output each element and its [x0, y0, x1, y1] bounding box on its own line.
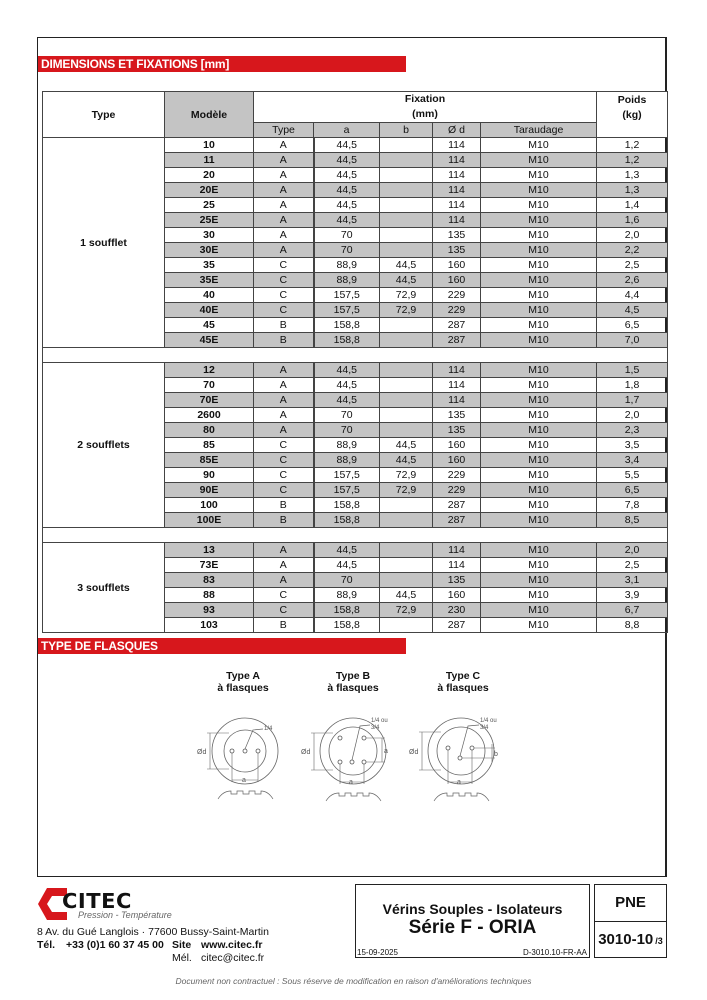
cell-a: 88,9	[314, 258, 380, 273]
cell-modele: 70	[165, 378, 254, 393]
cell-type: A	[254, 213, 314, 228]
diagram-b-title: Type B	[335, 670, 371, 682]
cell-modele: 90E	[165, 483, 254, 498]
cell-b	[380, 183, 433, 198]
cell-b: 44,5	[380, 273, 433, 288]
cell-b	[380, 393, 433, 408]
cell-d: 135	[433, 423, 481, 438]
cell-poids: 1,2	[597, 138, 668, 153]
cell-taraudage: M10	[481, 138, 597, 153]
page-number	[595, 922, 666, 959]
cell-modele: 100E	[165, 513, 254, 528]
cell-b	[380, 408, 433, 423]
cell-type: C	[254, 273, 314, 288]
cell-a: 157,5	[314, 288, 380, 303]
cell-d: 229	[433, 303, 481, 318]
header-poids	[597, 92, 668, 138]
cell-type: A	[254, 558, 314, 573]
cell-poids: 8,5	[597, 513, 668, 528]
mail-label: Mél.	[172, 952, 192, 964]
cell-d: 114	[433, 558, 481, 573]
cell-d: 114	[433, 378, 481, 393]
cell-taraudage: M10	[481, 438, 597, 453]
header-poids-unit: (kg)	[622, 109, 642, 121]
cell-poids: 1,3	[597, 168, 668, 183]
cell-type: B	[254, 318, 314, 333]
cell-b	[380, 498, 433, 513]
cell-b	[380, 573, 433, 588]
cell-type: A	[254, 393, 314, 408]
cell-poids: 1,4	[597, 198, 668, 213]
document-reference: D-3010.10-FR-AA	[522, 948, 587, 957]
cell-d: 230	[433, 603, 481, 618]
cell-type: C	[254, 468, 314, 483]
cell-modele: 80	[165, 423, 254, 438]
cell-a: 44,5	[314, 183, 380, 198]
flange-a-drawing-icon	[183, 696, 303, 806]
cell-b: 44,5	[380, 258, 433, 273]
label-diameter: Ød	[409, 749, 419, 756]
cell-type: A	[254, 408, 314, 423]
cell-a: 157,5	[314, 483, 380, 498]
cell-d: 229	[433, 483, 481, 498]
cell-d: 160	[433, 273, 481, 288]
page-suffix: /3	[655, 936, 663, 946]
cell-poids: 2,5	[597, 558, 668, 573]
cell-taraudage: M10	[481, 318, 597, 333]
cell-d: 160	[433, 588, 481, 603]
cell-poids: 2,2	[597, 243, 668, 258]
cell-modele: 45E	[165, 333, 254, 348]
cell-modele: 20E	[165, 183, 254, 198]
cell-type: B	[254, 513, 314, 528]
cell-taraudage: M10	[481, 213, 597, 228]
cell-modele: 45	[165, 318, 254, 333]
cell-taraudage: M10	[481, 273, 597, 288]
cell-taraudage: M10	[481, 378, 597, 393]
diagram-a-title: Type A	[226, 670, 260, 682]
page-ref-box	[594, 884, 667, 958]
cell-b: 44,5	[380, 588, 433, 603]
cell-taraudage: M10	[481, 258, 597, 273]
section-title-dimensions: DIMENSIONS ET FIXATIONS [mm]	[38, 56, 406, 72]
cell-taraudage: M10	[481, 453, 597, 468]
label-hole-1: 1/4 ou	[480, 718, 497, 724]
cell-a: 44,5	[314, 378, 380, 393]
cell-d: 229	[433, 288, 481, 303]
cell-a: 158,8	[314, 603, 380, 618]
group-spacer	[43, 528, 668, 543]
cell-modele: 30	[165, 228, 254, 243]
cell-modele: 12	[165, 363, 254, 378]
label-hole-2: 3/4	[480, 725, 489, 731]
cell-d: 114	[433, 213, 481, 228]
cell-a: 44,5	[314, 168, 380, 183]
cell-type: A	[254, 423, 314, 438]
cell-b	[380, 198, 433, 213]
cell-d: 160	[433, 438, 481, 453]
cell-d: 287	[433, 513, 481, 528]
cell-b	[380, 543, 433, 558]
cell-modele: 35E	[165, 273, 254, 288]
cell-d: 114	[433, 153, 481, 168]
diagram-c-title: Type C	[445, 670, 481, 682]
diagram-type-a	[183, 670, 303, 806]
cell-modele: 85E	[165, 453, 254, 468]
subheader-type: Type	[254, 123, 314, 138]
cell-b: 72,9	[380, 288, 433, 303]
cell-type: A	[254, 183, 314, 198]
header-type: Type	[43, 92, 165, 138]
cell-a: 44,5	[314, 138, 380, 153]
dimensions-table	[42, 91, 668, 633]
mail-link[interactable]: citec@citec.fr	[201, 952, 265, 964]
cell-a: 158,8	[314, 498, 380, 513]
header-poids-label: Poids	[617, 94, 647, 106]
diagram-type-b	[293, 670, 413, 806]
cell-poids: 4,5	[597, 303, 668, 318]
cell-d: 287	[433, 618, 481, 633]
cell-d: 114	[433, 363, 481, 378]
diagram-a-subtitle: à flasques	[217, 682, 269, 694]
cell-b	[380, 213, 433, 228]
diagram-type-c	[403, 670, 523, 806]
cell-a: 158,8	[314, 333, 380, 348]
cell-b	[380, 228, 433, 243]
header-modele: Modèle	[165, 92, 254, 138]
cell-taraudage: M10	[481, 243, 597, 258]
cell-taraudage: M10	[481, 288, 597, 303]
section-title-flasques: TYPE DE FLASQUES	[38, 638, 406, 654]
cell-poids: 1,7	[597, 393, 668, 408]
cell-type: C	[254, 438, 314, 453]
cell-type: B	[254, 498, 314, 513]
cell-d: 287	[433, 333, 481, 348]
cell-taraudage: M10	[481, 543, 597, 558]
cell-taraudage: M10	[481, 153, 597, 168]
cell-a: 44,5	[314, 213, 380, 228]
cell-type: A	[254, 243, 314, 258]
cell-b: 44,5	[380, 438, 433, 453]
product-line: Vérins Souples - Isolateurs	[382, 901, 563, 917]
cell-d: 287	[433, 498, 481, 513]
cell-type: C	[254, 483, 314, 498]
cell-d: 229	[433, 468, 481, 483]
cell-b	[380, 423, 433, 438]
cell-a: 70	[314, 243, 380, 258]
cell-b: 72,9	[380, 483, 433, 498]
category-code: PNE	[595, 885, 666, 922]
series-title: Série F - ORIA	[408, 917, 537, 938]
flange-c-drawing-icon	[403, 696, 523, 806]
cell-modele: 90	[165, 468, 254, 483]
cell-poids: 3,5	[597, 438, 668, 453]
cell-type: C	[254, 453, 314, 468]
tel-number: +33 (0)1 60 37 45 00	[66, 939, 164, 951]
cell-b	[380, 138, 433, 153]
diagram-c-subtitle: à flasques	[437, 682, 489, 694]
cell-a: 88,9	[314, 273, 380, 288]
cell-a: 44,5	[314, 543, 380, 558]
cell-b	[380, 243, 433, 258]
cell-b	[380, 378, 433, 393]
cell-taraudage: M10	[481, 168, 597, 183]
cell-taraudage: M10	[481, 198, 597, 213]
cell-poids: 2,0	[597, 543, 668, 558]
cell-modele: 93	[165, 603, 254, 618]
cell-poids: 3,4	[597, 453, 668, 468]
cell-taraudage: M10	[481, 183, 597, 198]
cell-type: C	[254, 288, 314, 303]
cell-modele: 35	[165, 258, 254, 273]
cell-taraudage: M10	[481, 408, 597, 423]
cell-b	[380, 318, 433, 333]
cell-modele: 25E	[165, 213, 254, 228]
cell-poids: 6,7	[597, 603, 668, 618]
table-row	[43, 363, 668, 378]
cell-type: A	[254, 543, 314, 558]
cell-poids: 7,0	[597, 333, 668, 348]
cell-poids: 2,0	[597, 228, 668, 243]
company-address: 8 Av. du Gué Langlois · 77600 Bussy-Saint-Martin	[37, 926, 269, 938]
cell-type: C	[254, 588, 314, 603]
cell-poids: 6,5	[597, 318, 668, 333]
label-a: a	[457, 779, 461, 786]
cell-modele: 2600	[165, 408, 254, 423]
cell-poids: 1,5	[597, 363, 668, 378]
subheader-b: b	[380, 123, 433, 138]
cell-poids: 8,8	[597, 618, 668, 633]
cell-type: C	[254, 258, 314, 273]
cell-a: 88,9	[314, 438, 380, 453]
cell-taraudage: M10	[481, 558, 597, 573]
brand-name: CITEC	[62, 889, 132, 913]
citec-logo	[38, 887, 178, 922]
cell-modele: 73E	[165, 558, 254, 573]
cell-taraudage: M10	[481, 603, 597, 618]
cell-type: C	[254, 603, 314, 618]
cell-b	[380, 153, 433, 168]
cell-taraudage: M10	[481, 363, 597, 378]
cell-poids: 7,8	[597, 498, 668, 513]
cell-modele: 30E	[165, 243, 254, 258]
cell-a: 157,5	[314, 468, 380, 483]
cell-taraudage: M10	[481, 483, 597, 498]
cell-a: 157,5	[314, 303, 380, 318]
cell-taraudage: M10	[481, 423, 597, 438]
header-fixation-label: Fixation	[404, 93, 446, 105]
cell-a: 44,5	[314, 198, 380, 213]
cell-poids: 3,1	[597, 573, 668, 588]
cell-a: 70	[314, 408, 380, 423]
cell-b	[380, 513, 433, 528]
cell-a: 88,9	[314, 588, 380, 603]
cell-b	[380, 618, 433, 633]
flange-b-drawing-icon	[293, 696, 413, 806]
cell-type: A	[254, 153, 314, 168]
label-hole-2: 3/4	[371, 725, 380, 731]
cell-modele: 25	[165, 198, 254, 213]
cell-poids: 1,6	[597, 213, 668, 228]
cell-a: 44,5	[314, 363, 380, 378]
document-date: 15-09-2025	[357, 948, 398, 957]
group-label: 1 soufflet	[43, 138, 165, 348]
cell-type: A	[254, 168, 314, 183]
cell-poids: 1,3	[597, 183, 668, 198]
cell-modele: 40E	[165, 303, 254, 318]
diagram-b-subtitle: à flasques	[327, 682, 379, 694]
cell-modele: 100	[165, 498, 254, 513]
cell-a: 88,9	[314, 453, 380, 468]
cell-poids: 5,5	[597, 468, 668, 483]
cell-d: 114	[433, 393, 481, 408]
label-a: a	[349, 779, 353, 786]
table-row	[43, 138, 668, 153]
cell-taraudage: M10	[481, 513, 597, 528]
cell-a: 158,8	[314, 318, 380, 333]
cell-modele: 103	[165, 618, 254, 633]
cell-a: 44,5	[314, 558, 380, 573]
cell-d: 114	[433, 168, 481, 183]
subheader-d: Ø d	[433, 123, 481, 138]
cell-b: 72,9	[380, 468, 433, 483]
page-ref: 3010-10	[598, 931, 654, 948]
cell-b	[380, 363, 433, 378]
cell-type: C	[254, 303, 314, 318]
cell-a: 158,8	[314, 513, 380, 528]
cell-poids: 2,3	[597, 423, 668, 438]
label-a-vertical: a	[384, 748, 388, 755]
cell-d: 135	[433, 573, 481, 588]
group-label: 2 soufflets	[43, 363, 165, 528]
cell-taraudage: M10	[481, 333, 597, 348]
company-tel-row	[37, 939, 263, 951]
cell-b	[380, 333, 433, 348]
cell-modele: 13	[165, 543, 254, 558]
cell-poids: 2,0	[597, 408, 668, 423]
cell-d: 135	[433, 408, 481, 423]
cell-modele: 85	[165, 438, 254, 453]
cell-a: 70	[314, 228, 380, 243]
cell-type: A	[254, 228, 314, 243]
brand-tagline: Pression - Température	[78, 910, 172, 920]
cell-a: 44,5	[314, 153, 380, 168]
cell-d: 135	[433, 228, 481, 243]
tel-label: Tél.	[37, 939, 56, 951]
cell-poids: 3,9	[597, 588, 668, 603]
header-fixation	[254, 92, 597, 123]
cell-type: B	[254, 618, 314, 633]
cell-a: 158,8	[314, 618, 380, 633]
cell-b	[380, 168, 433, 183]
cell-a: 70	[314, 423, 380, 438]
cell-taraudage: M10	[481, 573, 597, 588]
cell-type: A	[254, 138, 314, 153]
header-fixation-unit: (mm)	[412, 108, 438, 120]
cell-modele: 10	[165, 138, 254, 153]
document-title-box	[355, 884, 590, 958]
cell-d: 135	[433, 243, 481, 258]
cell-taraudage: M10	[481, 468, 597, 483]
site-link[interactable]: www.citec.fr	[201, 939, 263, 951]
cell-type: B	[254, 333, 314, 348]
cell-modele: 20	[165, 168, 254, 183]
cell-poids: 4,4	[597, 288, 668, 303]
cell-type: A	[254, 198, 314, 213]
subheader-taraudage: Taraudage	[481, 123, 597, 138]
cell-poids: 2,6	[597, 273, 668, 288]
label-hole: 1/4	[264, 726, 273, 732]
cell-d: 114	[433, 138, 481, 153]
cell-d: 114	[433, 198, 481, 213]
cell-a: 44,5	[314, 393, 380, 408]
cell-modele: 88	[165, 588, 254, 603]
cell-taraudage: M10	[481, 618, 597, 633]
label-hole-1: 1/4 ou	[371, 718, 388, 724]
cell-a: 70	[314, 573, 380, 588]
cell-d: 160	[433, 453, 481, 468]
label-diameter: Ød	[197, 749, 207, 756]
cell-modele: 83	[165, 573, 254, 588]
cell-modele: 11	[165, 153, 254, 168]
table-row	[43, 543, 668, 558]
label-a: a	[242, 777, 246, 784]
label-b: b	[494, 751, 498, 758]
disclaimer: Document non contractuel : Sous réserve de modification en raison d'améliorations techniques	[175, 976, 532, 986]
cell-poids: 1,2	[597, 153, 668, 168]
subheader-a: a	[314, 123, 380, 138]
cell-poids: 2,5	[597, 258, 668, 273]
cell-taraudage: M10	[481, 498, 597, 513]
cell-b: 72,9	[380, 303, 433, 318]
cell-poids: 1,8	[597, 378, 668, 393]
site-label: Site	[172, 939, 192, 951]
cell-d: 287	[433, 318, 481, 333]
cell-taraudage: M10	[481, 303, 597, 318]
cell-b: 72,9	[380, 603, 433, 618]
cell-b	[380, 558, 433, 573]
cell-modele: 40	[165, 288, 254, 303]
cell-taraudage: M10	[481, 588, 597, 603]
cell-taraudage: M10	[481, 228, 597, 243]
cell-modele: 70E	[165, 393, 254, 408]
cell-taraudage: M10	[481, 393, 597, 408]
cell-d: 160	[433, 258, 481, 273]
cell-b: 44,5	[380, 453, 433, 468]
cell-d: 114	[433, 543, 481, 558]
cell-poids: 6,5	[597, 483, 668, 498]
group-spacer	[43, 348, 668, 363]
cell-type: A	[254, 573, 314, 588]
label-diameter: Ød	[301, 749, 311, 756]
group-label: 3 soufflets	[43, 543, 165, 633]
cell-type: A	[254, 378, 314, 393]
cell-type: A	[254, 363, 314, 378]
cell-d: 114	[433, 183, 481, 198]
